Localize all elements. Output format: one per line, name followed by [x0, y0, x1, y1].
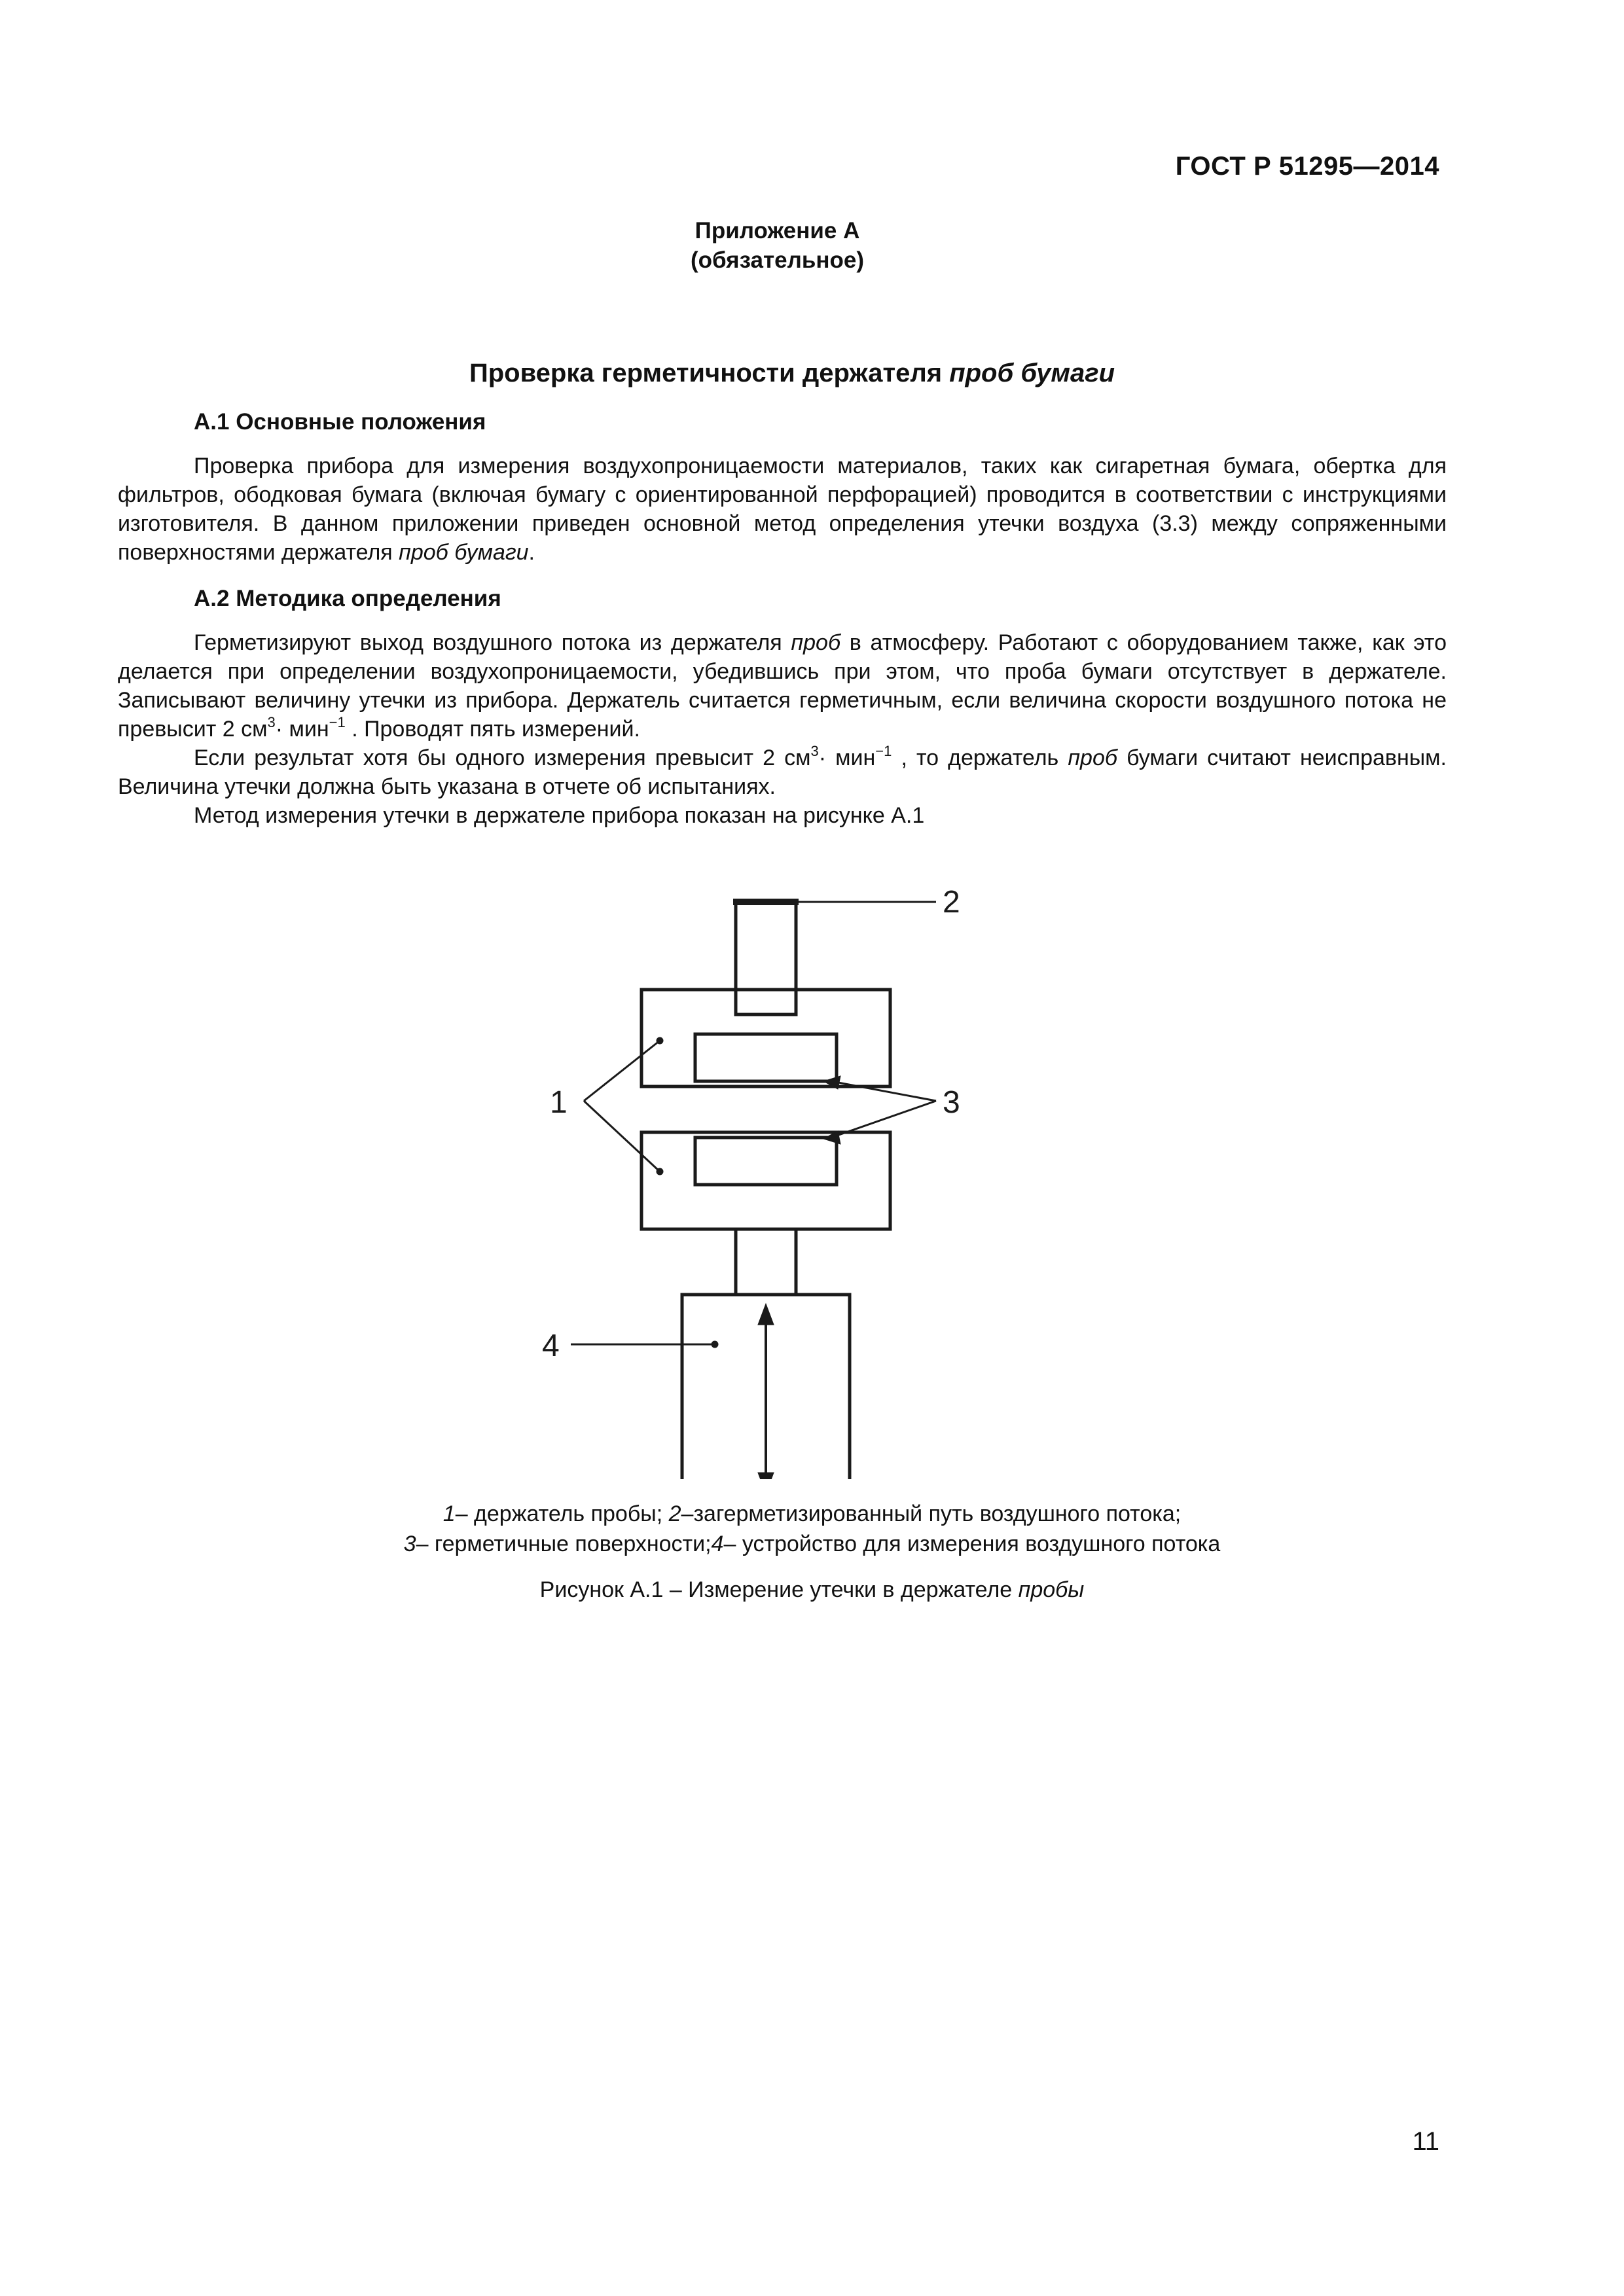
figure-caption-text: Рисунок А.1 – Измерение утечки в держателе [539, 1577, 1019, 1602]
section-1-end: . [528, 540, 535, 565]
p2-sup-1: 3 [810, 743, 819, 759]
p2-text-b: · мин [818, 745, 876, 770]
annex-heading [0, 216, 1555, 275]
leader-1-lower [584, 1101, 660, 1172]
figure-legend [0, 1499, 1624, 1559]
legend-text-1: – держатель пробы; [455, 1501, 669, 1526]
leader-3-upper [831, 1081, 936, 1101]
label-2: 2 [943, 885, 960, 920]
section-2-body [118, 628, 1447, 830]
p2-italic: проб [1068, 745, 1117, 770]
flow-arrow-down [758, 1473, 774, 1479]
p2-text-d: бумаги считают неисправным. Величина утечки должна быть указана в отчете об испытаниях. [118, 745, 1447, 799]
dot-4 [712, 1341, 718, 1348]
figure-caption [0, 1575, 1624, 1605]
p1-italic: проб [791, 630, 841, 655]
main-title [0, 359, 1584, 388]
page-number: 11 [1412, 2127, 1439, 2156]
lower-plate [695, 1138, 837, 1185]
label-1: 1 [550, 1085, 568, 1120]
top-neck [736, 902, 796, 1014]
figure-a1-diagram [511, 877, 995, 1479]
p1-text-b: в атмосферу. Работают с оборудованием также, как это делается при определении воздухопроницаемости, убедившись при этом, что проба бумаги отсутствует в держателе. Записывают величину утечки из прибора. Держатель считается герметичным, если величина скорости воздушного потока не превысит 2 см [118, 630, 1447, 742]
upper-holder [641, 990, 890, 1086]
p1-text-d: . Проводят пять измерений. [345, 717, 640, 742]
p2-text-a: Если результат хотя бы одного измерения превысит 2 см [194, 745, 811, 770]
legend-line-1 [0, 1499, 1624, 1529]
p1-sup-1: 3 [267, 714, 276, 730]
lower-neck [736, 1229, 796, 1295]
section-2-heading: А.2 Методика определения [194, 586, 501, 611]
section-2-paragraph-1 [118, 628, 1447, 744]
section-1-italic: проб бумаги [399, 540, 529, 565]
document-code: ГОСТ Р 51295—2014 [1175, 152, 1439, 181]
legend-text-4: – устройство для измерения воздушного потока [723, 1532, 1221, 1556]
p1-sup-2: −1 [329, 714, 346, 730]
p2-sup-2: −1 [875, 743, 892, 759]
dot-1-lower [657, 1168, 663, 1175]
legend-text-3: – герметичные поверхности; [416, 1532, 712, 1556]
legend-line-2 [0, 1529, 1624, 1559]
p1-text-a: Герметизируют выход воздушного потока из держателя [194, 630, 791, 655]
main-title-text: Проверка герметичности держателя [469, 359, 950, 387]
section-1-text: Проверка прибора для измерения воздухопроницаемости материалов, таких как сигаретная бумага, обертка для фильтров, ободковая бумага (включая бумагу с ориентированной перфорацией) проводится в соответствии с инструкциями изготовителя. В данном приложении приведен основной метод определения утечки воздуха (3.3) между сопряженными поверхностями держателя [118, 454, 1447, 565]
main-title-italic: проб бумаги [949, 359, 1115, 387]
lower-holder [641, 1132, 890, 1229]
leader-1-upper [584, 1041, 660, 1101]
figure-caption-italic: пробы [1018, 1577, 1085, 1602]
p2-text-c: , то держатель [892, 745, 1068, 770]
legend-num-4: 4 [711, 1532, 724, 1556]
section-1-paragraph [118, 452, 1447, 567]
label-3: 3 [943, 1085, 960, 1120]
legend-num-1: 1 [442, 1501, 456, 1526]
upper-plate [695, 1034, 837, 1081]
label-4: 4 [542, 1329, 560, 1363]
flow-arrow-up [758, 1304, 774, 1325]
legend-num-3: 3 [403, 1532, 416, 1556]
dot-1-upper [657, 1037, 663, 1044]
section-1-heading: А.1 Основные положения [194, 409, 486, 435]
legend-num-2: 2 [668, 1501, 681, 1526]
annex-title: Приложение А [695, 218, 860, 243]
section-2-paragraph-2 [118, 744, 1447, 801]
legend-text-2: –загерметизированный путь воздушного потока; [681, 1501, 1182, 1526]
p1-text-c: · мин [275, 717, 329, 742]
annex-status: (обязательное) [690, 247, 864, 273]
section-2-paragraph-3: Метод измерения утечки в держателе прибора показан на рисунке А.1 [194, 803, 925, 828]
